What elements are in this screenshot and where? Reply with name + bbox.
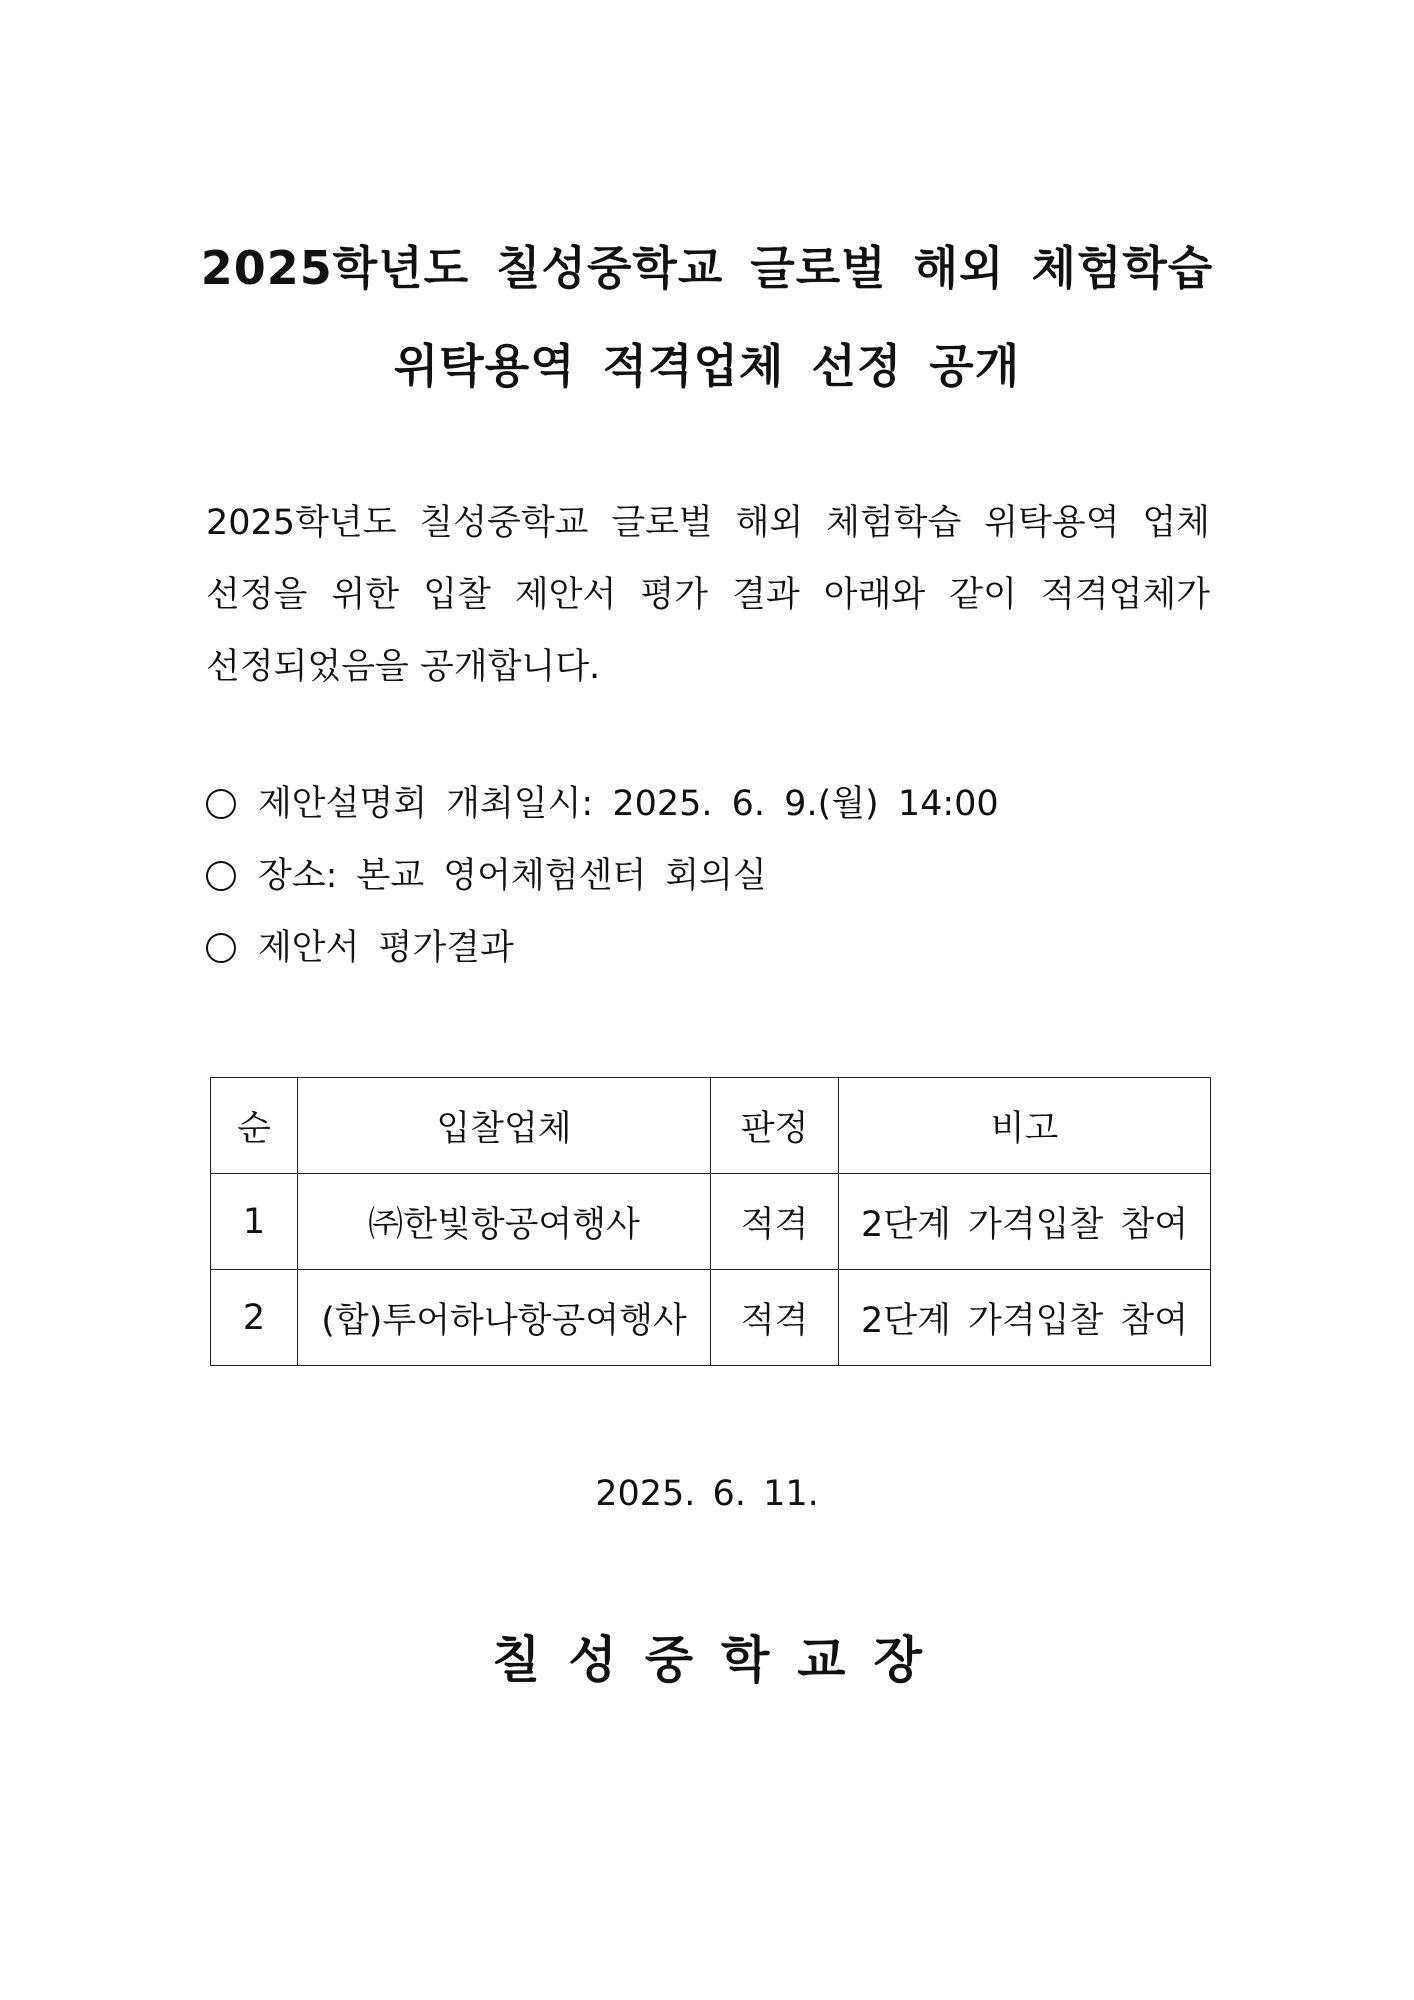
table-cell: 2 [211, 1270, 298, 1366]
document-title-line-2: 위탁용역 적격업체 선정 공개 [393, 339, 1021, 393]
paragraph-line: 2025학년도 칠성중학교 글로벌 해외 체험학습 위탁용역 업체 [206, 503, 1210, 543]
document-date: 2025. 6. 11. [595, 1474, 819, 1514]
list-item-text: 제안서 평가결과 [258, 928, 514, 968]
intro-paragraph [206, 487, 1210, 703]
list-item-text: 장소: 본교 영어체험센터 회의실 [258, 856, 767, 896]
circle-bullet-icon [206, 933, 236, 963]
list-item-text: 제안설명회 개최일시: 2025. 6. 9.(월) 14:00 [258, 784, 999, 824]
circle-bullet-icon [206, 861, 236, 891]
list-item [206, 840, 999, 912]
evaluation-result-table [210, 1077, 1211, 1366]
table-cell: 적격 [711, 1174, 839, 1270]
signer-name: 칠성중학교장 [492, 1631, 950, 1689]
table-cell: 적격 [711, 1270, 839, 1366]
table-cell: 2단계 가격입찰 참여 [839, 1270, 1211, 1366]
paragraph-line: 선정되었음을 공개합니다. [206, 647, 601, 687]
document-title-line-1: 2025학년도 칠성중학교 글로벌 해외 체험학습 [200, 241, 1214, 295]
header-cell: 순 [211, 1078, 298, 1174]
table-cell: ㈜한빛항공여행사 [298, 1174, 711, 1270]
header-cell: 판정 [711, 1078, 839, 1174]
list-item [206, 912, 999, 984]
info-list [206, 768, 999, 984]
table-cell: (합)투어하나항공여행사 [298, 1270, 711, 1366]
paragraph-line: 선정을 위한 입찰 제안서 평가 결과 아래와 같이 적격업체가 [206, 575, 1210, 615]
table-cell: 2단계 가격입찰 참여 [839, 1174, 1211, 1270]
header-cell: 비고 [839, 1078, 1211, 1174]
header-cell: 입찰업체 [298, 1078, 711, 1174]
table-row [211, 1270, 1211, 1366]
circle-bullet-icon [206, 789, 236, 819]
table-header-row [211, 1078, 1211, 1174]
table-row [211, 1174, 1211, 1270]
list-item [206, 768, 999, 840]
table-cell: 1 [211, 1174, 298, 1270]
